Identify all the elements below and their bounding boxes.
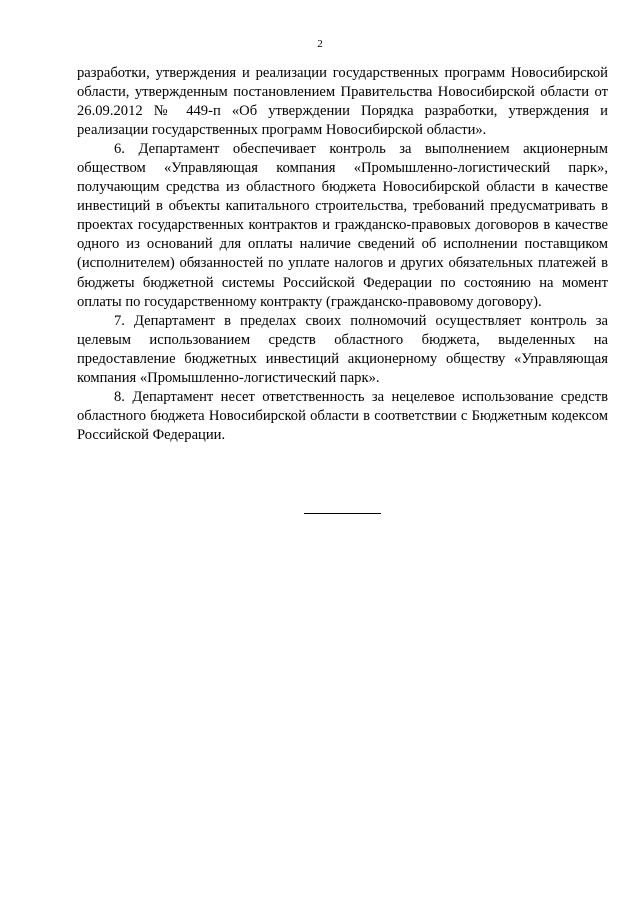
- paragraph-7: 7. Департамент в пределах своих полномочий осуществляет контроль за целевым использованием средств областного бюджета, выделенных на предоставление бюджетных инвестиций акционерному обществу «Управляющая компания «Промышленно-логистический парк».: [77, 312, 608, 386]
- page-number: 2: [317, 38, 323, 50]
- document-body: [77, 64, 608, 445]
- paragraph-6: 6. Департамент обеспечивает контроль за выполнением акционерным обществом «Управляющая компания «Промышленно-логистический парк», получающим средства из областного бюджета Новосибирской области в качестве инвестиций в объекты капитального строительства, требований предусматривать в проектах государственных контрактов и гражданско-правовых договоров в качестве одного из оснований для оплаты наличие сведений об исполнении поставщиком (исполнителем) обязанностей по уплате налогов и других обязательных платежей в бюджеты бюджетной системы Российской Федерации по состоянию на момент оплаты по государственному контракту (гражданско-правовому договору).: [77, 141, 608, 310]
- paragraph-8: 8. Департамент несет ответственность за нецелевое использование средств областного бюджета Новосибирской области в соответствии с Бюджетным кодексом Российской Федерации.: [77, 388, 608, 443]
- paragraph-continuation: разработки, утверждения и реализации государственных программ Новосибирской области, утвержденным постановлением Правительства Новосибирской области от 26.09.2012 № 449-п «Об утверждении Порядка разработки, утверждения и реализации государственных программ Новосибирской области».: [77, 65, 608, 139]
- end-separator-line: [304, 513, 381, 514]
